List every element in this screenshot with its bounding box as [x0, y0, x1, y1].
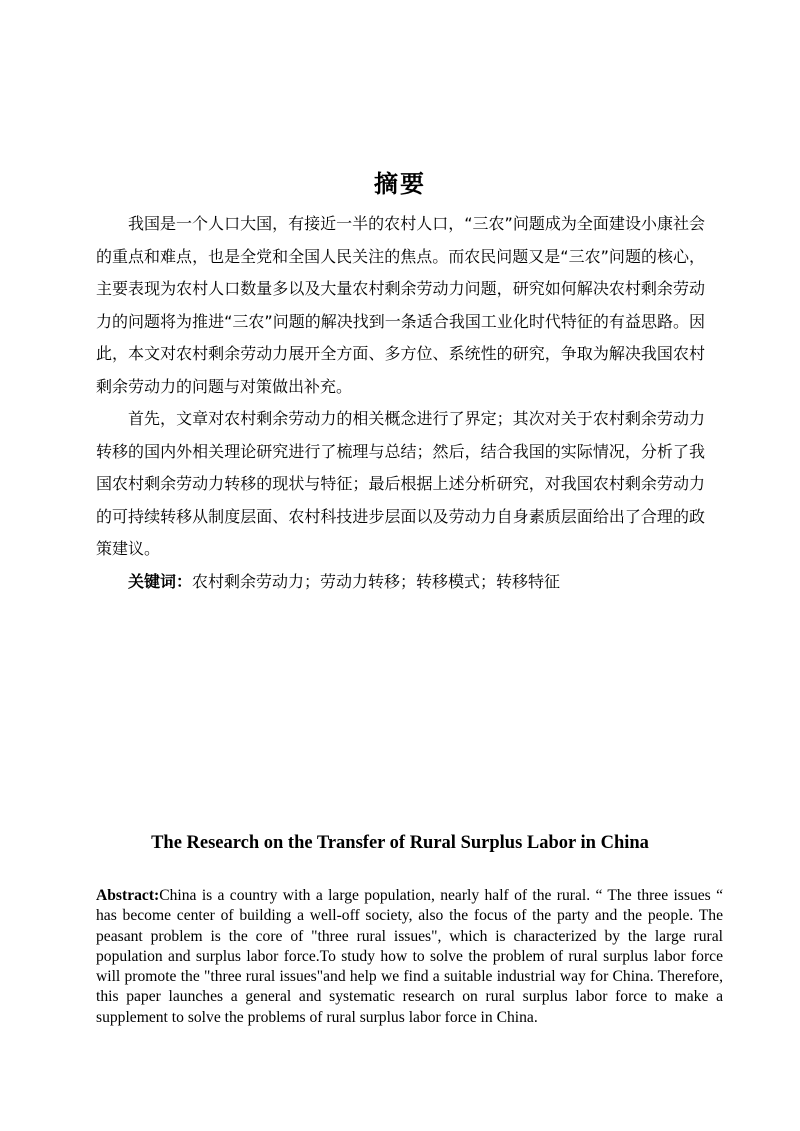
abstract-label: Abstract:	[96, 887, 160, 904]
keywords-text: 农村剩余劳动力；劳动力转移；转移模式；转移特征	[192, 571, 561, 591]
english-abstract-body	[96, 886, 723, 1028]
chinese-abstract-title: 摘要	[374, 170, 426, 198]
chinese-abstract-paragraph-1: 我国是一个人口大国，有接近一半的农村人口，“三农”问题成为全面建设小康社会的重点和难点，也是全党和全国人民关注的焦点。而农民问题又是“三农”问题的核心，主要表现为农村人口数量多以及大量农村剩余劳动力问题，研究如何解决农村剩余劳动力的问题将为推进“三农”问题的解决找到一条适合我国工业化时代特征的有益思路。因此，本文对农村剩余劳动力展开全方面、多方位、系统性的研究，争取为解决我国农村剩余劳动力的问题与对策做出补充。	[96, 214, 705, 396]
chinese-abstract-body	[96, 208, 705, 598]
keywords-label: 关键词：	[128, 571, 193, 591]
chinese-keywords-line	[96, 566, 705, 599]
english-abstract-text: China is a country with a large population, nearly half of the rural. “ The three issues “ has become center of building a well-off society, also the focus of the party and the people. The peasant problem is the core of "three rural issues", which is characterized by the large rural population and surplus labor force.To study how to solve the problem of rural surplus labor force will promote the "three rural issues"and help we find a suitable industrial way for China. Therefore, this paper launches a general and systematic research on rural surplus labor force to make a supplement to solve the problems of rural surplus labor force in China.	[96, 887, 723, 1026]
chinese-abstract-paragraph-2: 首先，文章对农村剩余劳动力的相关概念进行了界定；其次对关于农村剩余劳动力转移的国内外相关理论研究进行了梳理与总结；然后，结合我国的实际情况，分析了我国农村剩余劳动力转移的现状与特征；最后根据上述分析研究，对我国农村剩余劳动力的可持续转移从制度层面、农村科技进步层面以及劳动力自身素质层面给出了合理的政策建议。	[96, 409, 705, 558]
english-title: The Research on the Transfer of Rural Surplus Labor in China	[151, 833, 649, 853]
